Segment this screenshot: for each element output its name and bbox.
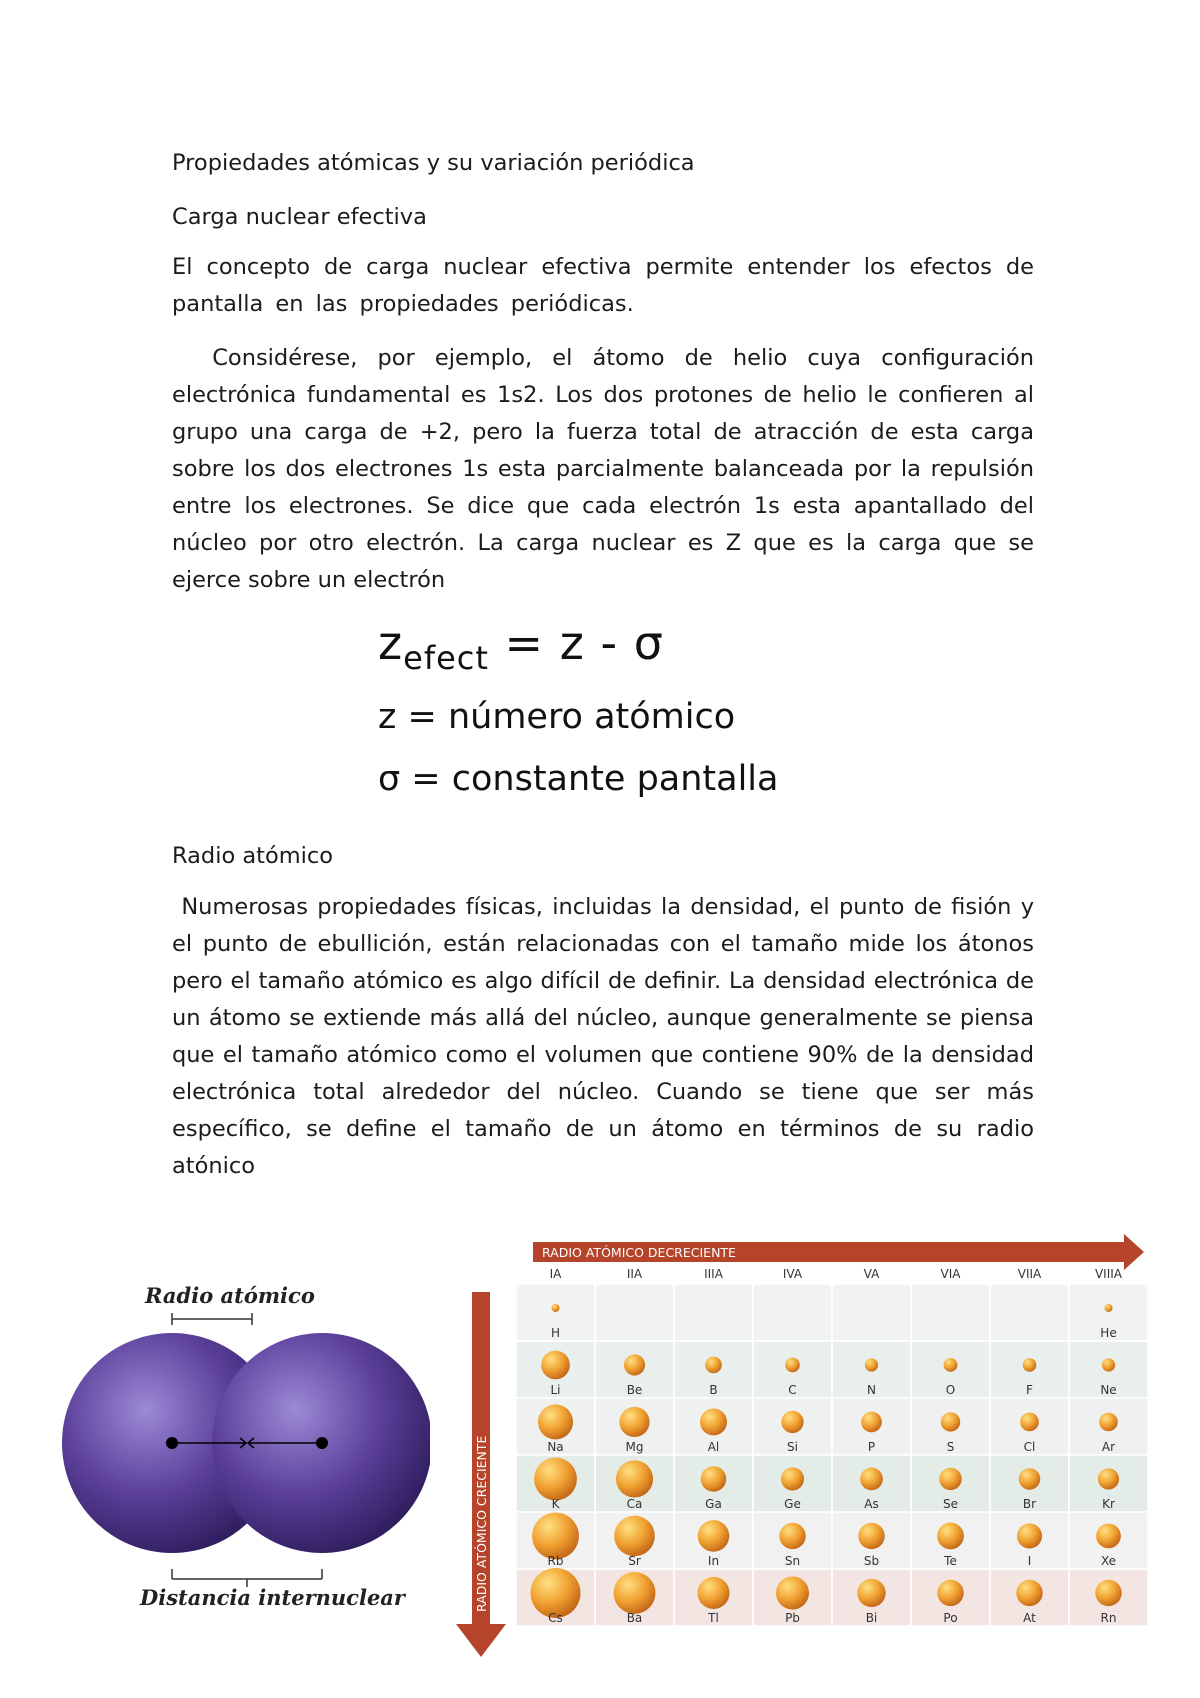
radius-bracket (172, 1313, 252, 1325)
element-symbol-na: Na (547, 1440, 564, 1454)
atom-ball-he (1105, 1304, 1113, 1312)
arrow-increasing-label: RADIO ATÓMICO CRECIENTE (474, 1435, 489, 1612)
atom-ball-in (698, 1520, 730, 1552)
element-symbol-tl: Tl (708, 1611, 719, 1625)
formula-sigma-definition: σ = constante pantalla (378, 759, 779, 799)
element-symbol-h: H (550, 1326, 561, 1340)
paragraph-carga-1: El concepto de carga nuclear efectiva permite entender los efectos de pantalla en las propiedades periódicas. (172, 254, 1034, 317)
element-symbol-ca: Ca (626, 1497, 643, 1511)
atom-ball-po (937, 1580, 963, 1606)
formula-z: z (378, 616, 404, 670)
atom-ball-b (705, 1357, 722, 1374)
paragraph-radio: Numerosas propiedades físicas, incluidas la densidad, el punto de fisión y el punto de ebullición, están relacionadas con el tamaño mide los átonos pero el tamaño atómico es algo difícil de definir. La densidad electrónica de un átomo se extiende más allá del núcleo, aunque generalmente se piensa que el tamaño atómico como el volumen que contiene 90% de la densidad electrónica total alrededor del núcleo. Cuando se tiene que ser más específico, se define el tamaño de un átomo en términos de su radio atónico (172, 894, 1042, 1179)
atom-ball-sb (858, 1523, 884, 1549)
element-symbol-po: Po (943, 1611, 958, 1625)
atom-ball-as (860, 1468, 883, 1491)
atom-ball-ge (781, 1467, 804, 1490)
element-symbol-kr: Kr (1102, 1497, 1115, 1511)
element-symbol-k: K (551, 1497, 560, 1511)
element-symbol-at: At (1023, 1611, 1036, 1625)
element-symbol-as: As (864, 1497, 879, 1511)
atom-ball-rb (532, 1513, 579, 1560)
atom-ball-se (939, 1468, 961, 1490)
element-symbol-li: Li (550, 1383, 561, 1397)
atom-ball-xe (1096, 1524, 1121, 1549)
heading-carga-nuclear: Carga nuclear efectiva (172, 204, 427, 230)
formula-subscript: efect (403, 639, 489, 677)
element-symbol-n: N (867, 1383, 876, 1397)
atom-ball-mg (619, 1407, 649, 1437)
element-symbol-sb: Sb (863, 1554, 880, 1568)
periodic-grid (516, 1267, 1148, 1626)
element-symbol-mg: Mg (625, 1440, 644, 1454)
element-symbol-si: Si (787, 1440, 798, 1454)
atom-ball-ca (616, 1460, 653, 1497)
formula-rest: = z - σ (488, 616, 664, 670)
atom-ball-at (1016, 1580, 1042, 1606)
atom-ball-i (1017, 1523, 1042, 1548)
element-symbol-i: I (1027, 1554, 1032, 1568)
atom-ball-na (538, 1404, 573, 1439)
element-symbol-pb: Pb (785, 1611, 800, 1625)
element-symbol-sr: Sr (628, 1554, 641, 1568)
atom-ball-cl (1020, 1413, 1039, 1432)
element-symbol-f: F (1026, 1383, 1033, 1397)
paragraph-carga-2: Considérese, por ejemplo, el átomo de helio cuya configuración electrónica fundamental es 1s2. Los dos protones de helio le confieren al grupo una carga de +2, pero la fuerza total de atracción de esta carga sobre los dos electrones 1s esta parcialmente balanceada por la repulsión entre los electrones. Se dice que cada electrón 1s esta apantallado del núcleo por otro electrón. La carga nuclear es Z que es la carga que se ejerce sobre un electrón (172, 345, 1042, 593)
atom-ball-te (937, 1523, 964, 1550)
arrow-decreasing-label: RADIO ATÓMICO DECRECIENTE (542, 1245, 736, 1260)
atom-ball-sn (779, 1523, 805, 1549)
atom-ball-al (700, 1408, 727, 1435)
atom-ball-tl (697, 1577, 729, 1609)
element-symbol-b: B (709, 1383, 718, 1397)
atom-ball-br (1019, 1468, 1041, 1490)
element-symbol-in: In (707, 1554, 720, 1568)
atomic-radius-periodic-chart (448, 1232, 1148, 1662)
element-symbol-rn: Rn (1100, 1611, 1117, 1625)
element-symbol-bi: Bi (865, 1611, 878, 1625)
atom-ball-si (781, 1411, 803, 1433)
atom-ball-n (865, 1358, 878, 1371)
atom-ball-p (861, 1412, 882, 1433)
atom-ball-ne (1102, 1358, 1115, 1371)
element-symbol-xe: Xe (1100, 1554, 1117, 1568)
atom-ball-k (534, 1458, 577, 1501)
element-symbol-ar: Ar (1101, 1440, 1116, 1454)
group-label: VA (863, 1267, 880, 1281)
element-symbol-p: P (867, 1440, 876, 1454)
radio-atomico-label: Radio atómico (145, 1283, 315, 1308)
element-symbol-s: S (946, 1440, 955, 1454)
group-label: VIIA (1017, 1267, 1042, 1281)
atom-ball-sr (614, 1516, 655, 1557)
formula-zefect (378, 616, 664, 677)
element-symbol-ba: Ba (626, 1611, 643, 1625)
element-symbol-ga: Ga (705, 1497, 722, 1511)
element-symbol-te: Te (944, 1554, 957, 1568)
element-symbol-sn: Sn (784, 1554, 801, 1568)
element-symbol-cs: Cs (548, 1611, 563, 1625)
group-label: IVA (782, 1267, 803, 1281)
element-symbol-c: C (788, 1383, 797, 1397)
atom-ball-s (941, 1412, 960, 1431)
distancia-internuclear-label: Distancia internuclear (140, 1585, 405, 1610)
atom-ball-ga (701, 1466, 726, 1491)
atom-ball-ba (614, 1572, 656, 1614)
element-symbol-ge: Ge (784, 1497, 801, 1511)
group-label: VIIIA (1094, 1267, 1123, 1281)
atom-ball-ar (1099, 1413, 1117, 1431)
atomic-radius-figure (60, 1265, 430, 1615)
document-title: Propiedades atómicas y su variación periódica (172, 150, 695, 176)
atom-ball-c (785, 1358, 800, 1373)
atom-ball-li (541, 1351, 570, 1380)
heading-radio-atomico: Radio atómico (172, 843, 334, 869)
group-label: VIA (940, 1267, 961, 1281)
atom-ball-h (552, 1304, 560, 1312)
atom-ball-f (1023, 1358, 1037, 1372)
group-label: IIA (626, 1267, 643, 1281)
element-symbol-he: He (1100, 1326, 1117, 1340)
atom-ball-rn (1095, 1580, 1121, 1606)
atom-ball-bi (857, 1579, 885, 1607)
atom-ball-be (624, 1354, 645, 1375)
atom-ball-o (944, 1358, 958, 1372)
group-label: IA (549, 1267, 562, 1281)
element-symbol-br: Br (1022, 1497, 1037, 1511)
formula-z-definition: z = número atómico (378, 697, 736, 737)
element-symbol-rb: Rb (547, 1554, 564, 1568)
group-label: IIIA (704, 1267, 723, 1281)
element-symbol-al: Al (707, 1440, 720, 1454)
atom-ball-kr (1098, 1468, 1119, 1489)
atom-ball-pb (776, 1576, 809, 1609)
element-symbol-be: Be (626, 1383, 643, 1397)
element-symbol-ne: Ne (1100, 1383, 1117, 1397)
element-symbol-cl: Cl (1023, 1440, 1036, 1454)
element-symbol-se: Se (943, 1497, 958, 1511)
element-symbol-o: O (945, 1383, 956, 1397)
